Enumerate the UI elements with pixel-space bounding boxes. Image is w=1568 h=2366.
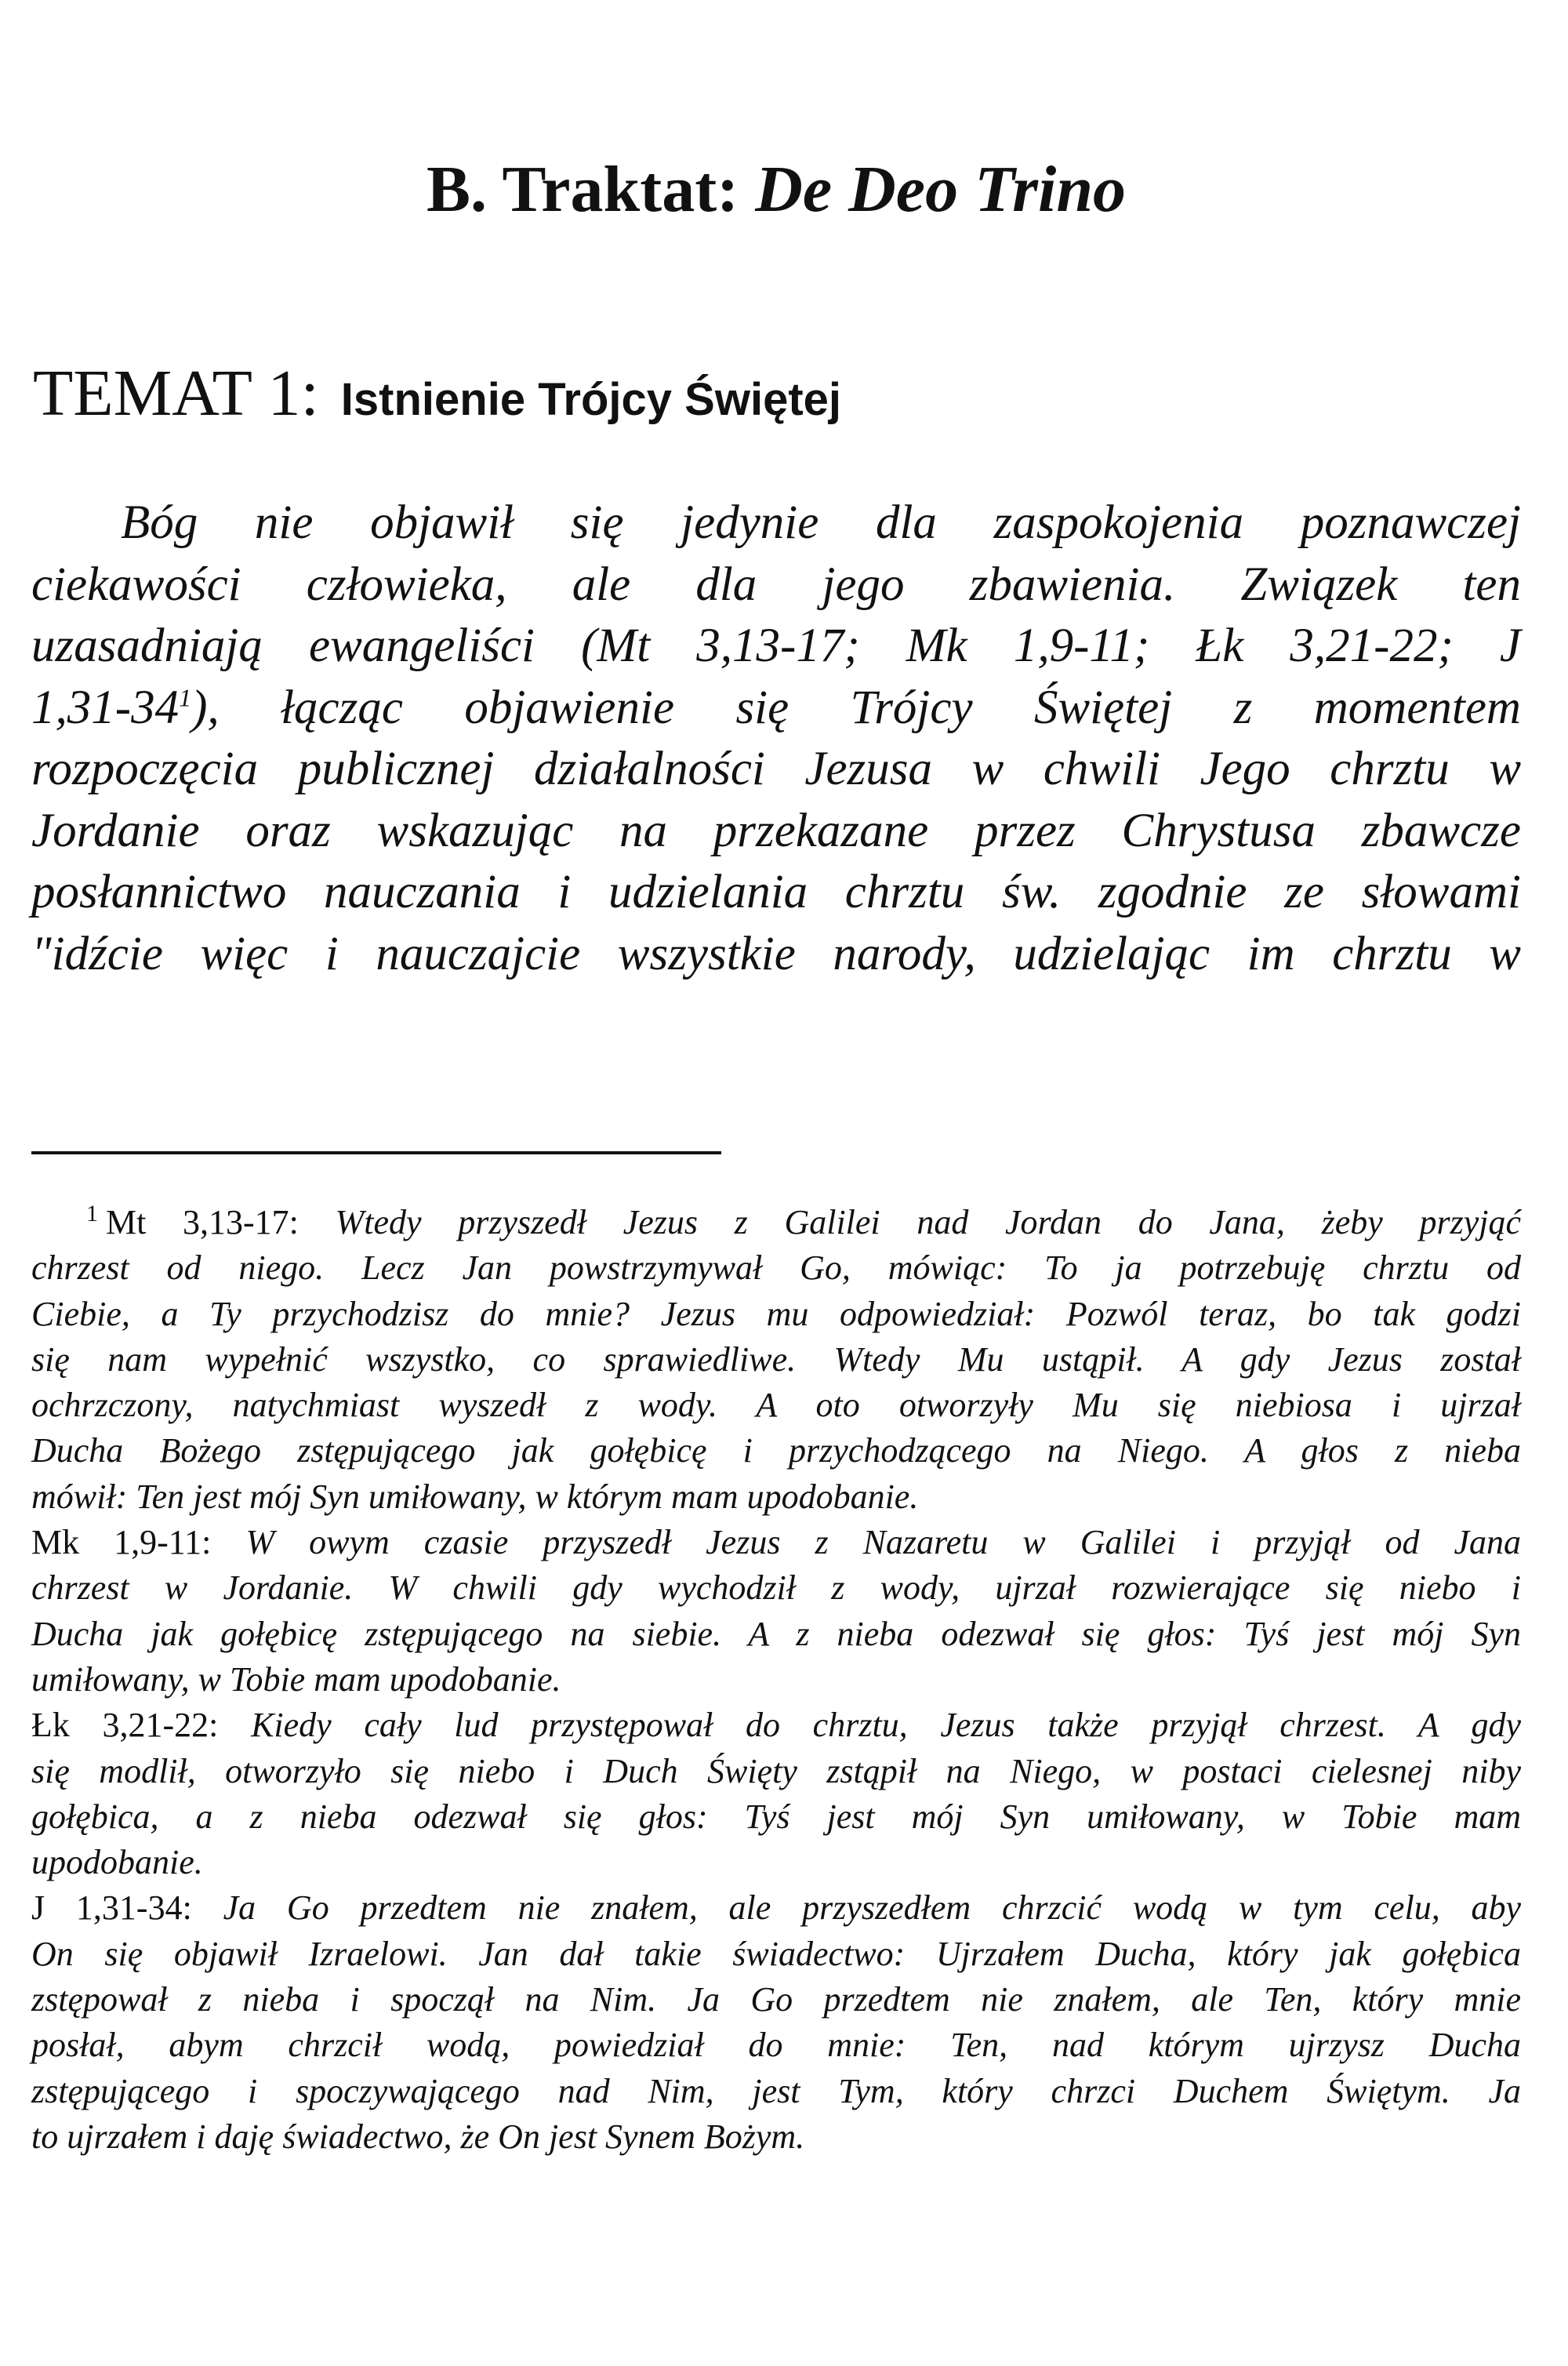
footnote-line — [31, 1520, 1521, 1565]
footnote-marker[interactable]: 1 — [179, 683, 192, 712]
body-line: "idźcie więc i nauczajcie wszystkie narody, udzielając im chrztu w — [31, 927, 1521, 980]
body-line: rozpoczęcia publicznej działalności Jezusa w chwili Jego chrztu w — [31, 743, 1521, 795]
footnote-line: się modlił, otworzyło się niebo i Duch Święty zstąpił na Niego, w postaci cielesnej niby — [31, 1751, 1521, 1790]
body-line-start: 1,31-34 — [31, 681, 180, 734]
footnotes — [31, 1200, 1521, 2160]
body-line: ciekawości człowieka, ale dla jego zbawienia. Związek ten — [31, 558, 1521, 611]
footnote-line: się nam wypełnić wszystko, co sprawiedliwe. Wtedy Mu ustąpił. A gdy Jezus został — [31, 1339, 1521, 1379]
footnote-line: posłał, abym chrzcił wodą, powiedział do mnie: Ten, nad którym ujrzysz Ducha — [31, 2026, 1521, 2065]
footnote-line: Ducha jak gołębicę zstępującego na siebie. A z nieba odezwał się głos: Tyś jest mój Syn — [31, 1614, 1521, 1653]
footnote-line: Ciebie, a Ty przychodzisz do mnie? Jezus mu odpowiedział: Pozwól teraz, bo tak godzi — [31, 1294, 1521, 1333]
footnote-line — [31, 1703, 1521, 1748]
footnote-number: 1 — [86, 1201, 98, 1227]
footnote-text: W owym czasie przyszedł Jezus z Nazaretu w Galilei i przyjął od Jana — [245, 1523, 1522, 1562]
body-line: uzasadniają ewangeliści (Mt 3,13-17; Mk 1,9-11; Łk 3,21-22; J — [31, 620, 1521, 672]
treatise-heading — [31, 153, 1521, 226]
heading-latin-title: De Deo Trino — [755, 153, 1127, 226]
footnote-line: to ujrzałem i daję świadectwo, że On jest Synem Bożym. — [31, 2117, 805, 2156]
footnote-separator — [31, 1151, 721, 1154]
footnote-text: Kiedy cały lud przystępował do chrztu, Jezus także przyjął chrzest. A gdy — [251, 1706, 1521, 1745]
footnote-line: zstępował z nieba i spoczął na Nim. Ja Go przedtem nie znałem, ale Ten, który mnie — [31, 1980, 1521, 2019]
footnote-text: Wtedy przyszedł Jezus z Galilei nad Jordan do Jana, żeby przyjąć — [335, 1203, 1521, 1241]
footnote-line: mówił: Ten jest mój Syn umiłowany, w którym mam upodobanie. — [31, 1477, 919, 1516]
footnote-line: zstępującego i spoczywającego nad Nim, jest Tym, który chrzci Duchem Świętym. Ja — [31, 2071, 1521, 2110]
footnote-line: upodobanie. — [31, 1843, 203, 1882]
footnote-line — [31, 1200, 1521, 1245]
footnote-ref-lk: Łk 3,21-22: — [31, 1706, 219, 1745]
footnote-line: ochrzczony, natychmiast wyszedł z wody. A oto otworzyły Mu się niebiosa i ujrzał — [31, 1386, 1521, 1425]
footnote-ref-j: J 1,31-34: — [31, 1888, 192, 1928]
topic-label: TEMAT 1: — [33, 357, 319, 430]
footnote-line — [31, 1885, 1521, 1931]
topic-title: Istnienie Trójcy Świętej — [340, 374, 842, 425]
body-paragraph — [31, 492, 1521, 985]
footnote-line: Ducha Bożego zstępującego jak gołębicę i przychodzącego na Niego. A głos z nieba — [31, 1431, 1521, 1470]
footnote-line: chrzest od niego. Lecz Jan powstrzymywał Go, mówiąc: To ja potrzebuję chrztu od — [31, 1248, 1521, 1288]
body-line-rest: ), łącząc objawienie się Trójcy Świętej z momentem — [191, 681, 1521, 734]
body-line: Jordanie oraz wskazując na przekazane przez Chrystusa zbawcze — [31, 804, 1521, 857]
heading-prefix: B. Traktat: — [426, 153, 739, 226]
body-line — [31, 678, 1521, 740]
footnote-line: umiłowany, w Tobie mam upodobanie. — [31, 1659, 561, 1699]
footnote-line: gołębica, a z nieba odezwał się głos: Tyś jest mój Syn umiłowany, w Tobie mam — [31, 1797, 1521, 1836]
footnote-line: chrzest w Jordanie. W chwili gdy wychodził z wody, ujrzał rozwierające się niebo i — [31, 1568, 1521, 1608]
topic-heading — [33, 357, 842, 430]
footnote-line: On się objawił Izraelowi. Jan dał takie świadectwo: Ujrzałem Ducha, który jak gołębica — [31, 1934, 1521, 1973]
footnote-text: Ja Go przedtem nie znałem, ale przyszedłem chrzcić wodą w tym celu, aby — [223, 1888, 1522, 1928]
footnote-ref-mt: Mt 3,13-17: — [106, 1203, 299, 1241]
body-line: posłannictwo nauczania i udzielania chrztu św. zgodnie ze słowami — [31, 866, 1521, 918]
body-line: Bóg nie objawił się jedynie dla zaspokojenia poznawczej — [121, 496, 1521, 549]
document-page — [31, 0, 1521, 2366]
footnote-ref-mk: Mk 1,9-11: — [31, 1523, 212, 1562]
